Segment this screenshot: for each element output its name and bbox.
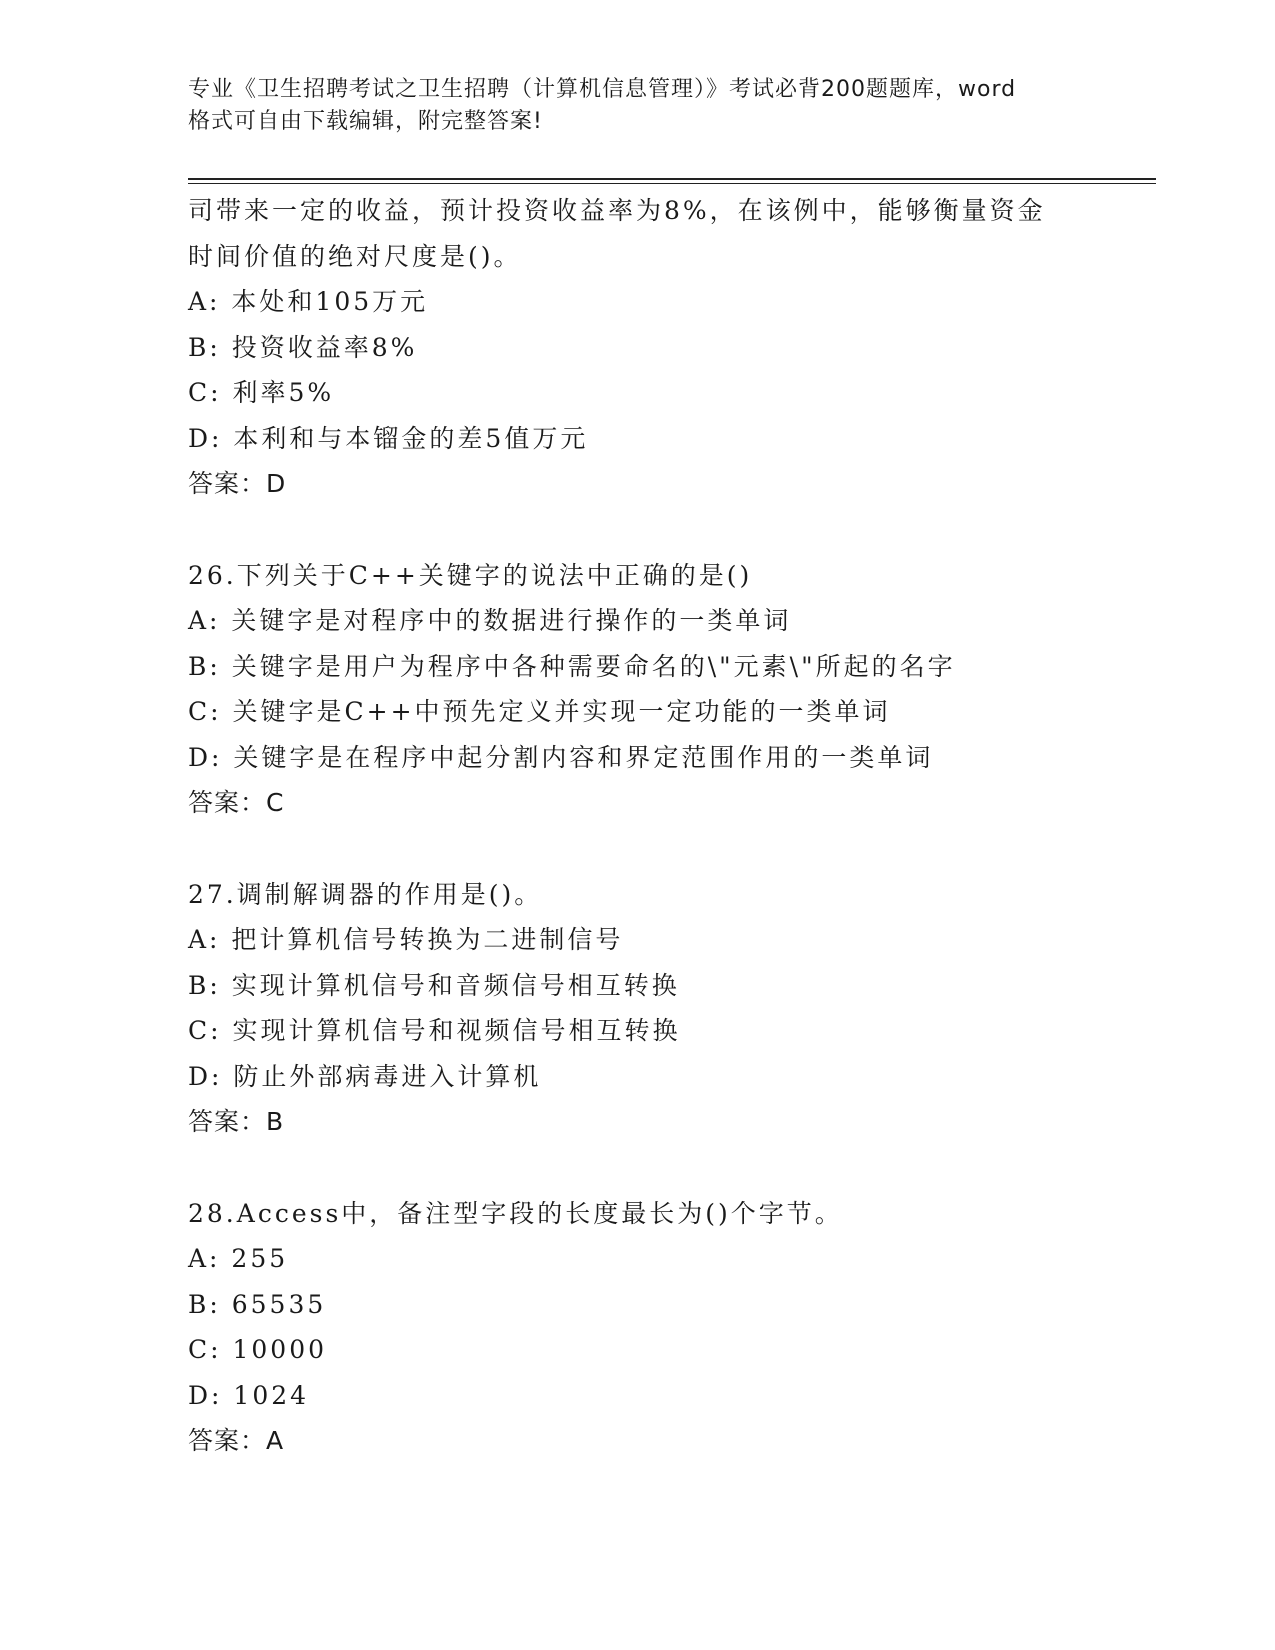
option-a: A: 本处和105万元 (188, 287, 429, 316)
question-block-26 (188, 553, 1156, 826)
option-b: B: 投资收益率8% (188, 332, 418, 362)
question-stem-line: 司带来一定的收益，预计投资收益率为8%，在该例中，能够衡量资金 (188, 196, 1046, 225)
option-c: C: 利率5% (188, 378, 335, 407)
option-d: D: 关键字是在程序中起分割内容和界定范围作用的一类单词 (188, 742, 934, 772)
question-block-25 (188, 188, 1156, 507)
question-list (188, 188, 1156, 1464)
option-a: A: 255 (188, 1244, 289, 1273)
answer-label: 答案：A (188, 1426, 285, 1455)
option-b: B: 65535 (188, 1289, 327, 1319)
question-stem-line: 时间价值的绝对尺度是()。 (188, 241, 522, 271)
answer-label: 答案：C (188, 788, 285, 817)
question-block-27 (188, 872, 1156, 1145)
header-line-1: 专业《卫生招聘考试之卫生招聘（计算机信息管理）》考试必背200题题库，word (188, 77, 1017, 102)
header-divider-thick (188, 178, 1156, 180)
header-divider-thin (188, 183, 1156, 184)
answer-label: 答案：B (188, 1107, 285, 1136)
header-line-2: 格式可自由下载编辑，附完整答案! (188, 109, 543, 134)
option-b: B: 实现计算机信号和音频信号相互转换 (188, 970, 680, 1000)
option-a: A: 把计算机信号转换为二进制信号 (188, 925, 624, 954)
question-stem-line: 27.调制解调器的作用是()。 (188, 879, 543, 909)
option-c: C: 实现计算机信号和视频信号相互转换 (188, 1016, 681, 1045)
document-header (188, 74, 1088, 138)
option-a: A: 关键字是对程序中的数据进行操作的一类单词 (188, 606, 792, 635)
option-c: C: 关键字是C++中预先定义并实现一定功能的一类单词 (188, 697, 891, 726)
option-d: D: 防止外部病毒进入计算机 (188, 1061, 542, 1091)
question-stem-line: 26.下列关于C++关键字的说法中正确的是() (188, 560, 753, 590)
answer-label: 答案：D (188, 469, 287, 498)
option-b: B: 关键字是用户为程序中各种需要命名的\"元素\"所起的名字 (188, 651, 956, 681)
option-d: D: 1024 (188, 1380, 310, 1410)
question-block-28 (188, 1191, 1156, 1464)
option-d: D: 本利和与本镏金的差5值万元 (188, 423, 589, 453)
question-stem-line: 28.Access中，备注型字段的长度最长为()个字节。 (188, 1198, 843, 1228)
option-c: C: 10000 (188, 1335, 328, 1364)
